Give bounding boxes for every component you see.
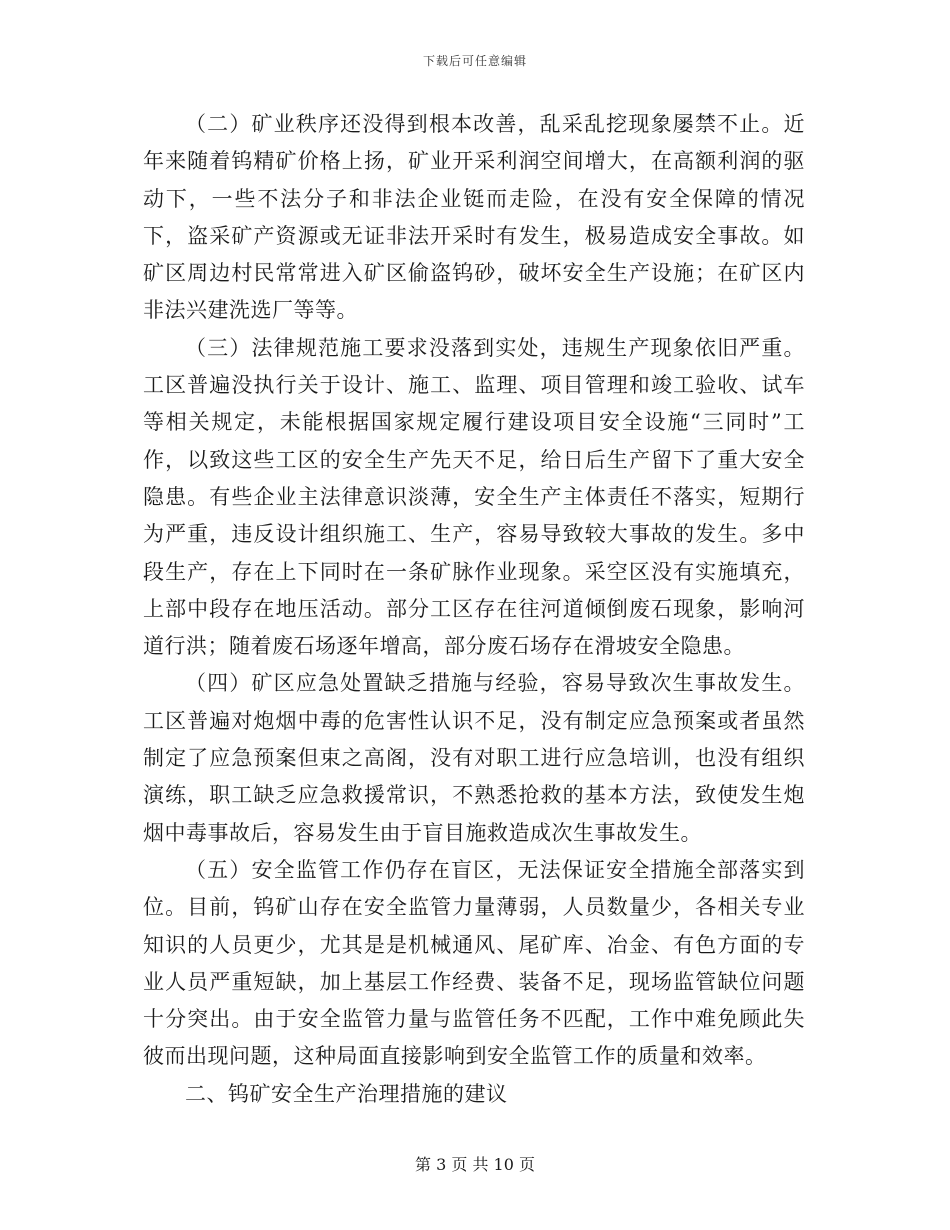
section-heading-recommendations: 二、钨矿安全生产治理措施的建议 — [185, 1081, 508, 1106]
paragraph-safety-supervision: （五）安全监管工作仍存在盲区，无法保证安全措施全部落实到位。目前，钨矿山存在安全监管力量薄弱，人员数量少，各相关专业知识的人员更少，尤其是是机械通风、尾矿库、冶金、有色方面的专业人员严重短缺，加上基层工作经费、装备不足，现场监管缺位问题十分突出。由于安全监管力量与监管任务不匹配，工作中难免顾此失彼而出现问题，这种局面直接影响到安全监管工作的质量和效率。 — [143, 857, 805, 1069]
download-edit-note: 下载后可任意编辑 — [422, 54, 527, 68]
paragraph-mining-order: （二）矿业秩序还没得到根本改善，乱采乱挖现象屡禁不止。近年来随着钨精矿价格上扬，矿业开采利润空间增大，在高额利润的驱动下，一些不法分子和非法企业铤而走险，在没有安全保障的情况下，盗采矿产资源或无证非法开采时有发生，极易造成安全事故。如矿区周边村民常常进入矿区偷盗钨砂，破坏安全生产设施；在矿区内非法兴建洗选厂等等。 — [143, 112, 805, 323]
paragraph-emergency-response: （四）矿区应急处置缺乏措施与经验，容易导致次生事故发生。工区普遍对炮烟中毒的危害性认识不足，没有制定应急预案或者虽然制定了应急预案但束之高阁，没有对职工进行应急培训，也没有组织演练，职工缺乏应急救援常识，不熟悉抢救的基本方法，致使发生炮烟中毒事故后，容易发生由于盲目施救造成次生事故发生。 — [143, 671, 805, 845]
document-body — [143, 106, 805, 1113]
paragraph-legal-compliance: （三）法律规范施工要求没落到实处，违规生产现象依旧严重。工区普遍没执行关于设计、施工、监理、项目管理和竣工验收、试车等相关规定，未能根据国家规定履行建设项目安全设施“三同时”工作，以致这些工区的安全生产先天不足，给日后生产留下了重大安全隐患。有些企业主法律意识淡薄，安全生产主体责任不落实，短期行为严重，违反设计组织施工、生产，容易导致较大事故的发生。多中段生产，存在上下同时在一条矿脉作业现象。采空区没有实施填充，上部中段存在地压活动。部分工区存在往河道倾倒废石现象，影响河道行洪；随着废石场逐年增高，部分废石场存在滑坡安全隐患。 — [143, 335, 805, 659]
page-number: 第 3 页 共 10 页 — [415, 1155, 535, 1174]
